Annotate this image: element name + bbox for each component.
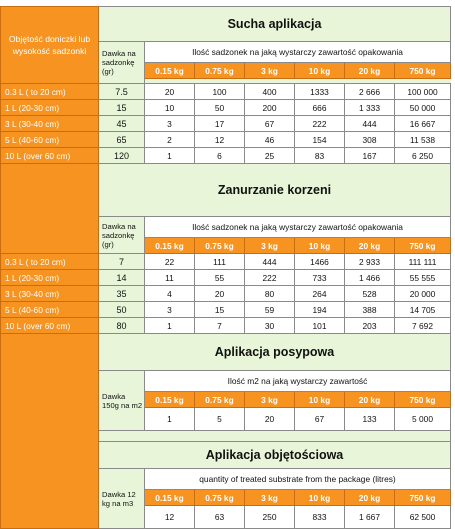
pot-label: 3 L (30-40 cm) [1, 116, 99, 132]
count-value: 11 [145, 270, 195, 286]
count-value: 46 [245, 132, 295, 148]
count-value: 444 [245, 254, 295, 270]
count-value: 67 [245, 116, 295, 132]
qty-header: 3 kg [245, 238, 295, 254]
qty-header: 0.75 kg [195, 392, 245, 408]
count-value: 154 [295, 132, 345, 148]
dose-label-sucha: Dawka na sadzonkę (gr) [99, 42, 145, 84]
table-row [1, 84, 451, 100]
count-value: 308 [345, 132, 395, 148]
qty-header: 0.15 kg [145, 63, 195, 79]
count-value: 222 [295, 116, 345, 132]
count-value: 3 [145, 302, 195, 318]
section-title-posypowa: Aplikacja posypowa [99, 334, 451, 371]
count-value: 59 [245, 302, 295, 318]
count-value: 2 [145, 132, 195, 148]
count-value: 6 [195, 148, 245, 164]
dose-value: 14 [99, 270, 145, 286]
qty-header: 10 kg [295, 490, 345, 506]
count-value: 2 666 [345, 84, 395, 100]
count-value: 15 [195, 302, 245, 318]
count-value: 194 [295, 302, 345, 318]
dose-value: 45 [99, 116, 145, 132]
area-value: 67 [295, 408, 345, 431]
qty-header: 750 kg [395, 238, 451, 254]
table-row [1, 132, 451, 148]
volume-value: 63 [195, 506, 245, 529]
count-value: 17 [195, 116, 245, 132]
qty-header: 10 kg [295, 392, 345, 408]
area-value: 1 [145, 408, 195, 431]
table-row [1, 116, 451, 132]
qty-header: 10 kg [295, 63, 345, 79]
dose-label-objetosciowa: Dawka 12 kg na m3 [99, 469, 145, 529]
area-value: 133 [345, 408, 395, 431]
count-value: 10 [145, 100, 195, 116]
area-value: 5 000 [395, 408, 451, 431]
dose-value: 7 [99, 254, 145, 270]
dose-value: 50 [99, 302, 145, 318]
info-header-objetosciowa: quantity of treated substrate from the package (litres) [145, 469, 451, 490]
table-row [1, 100, 451, 116]
dose-value: 65 [99, 132, 145, 148]
pot-label: 3 L (30-40 cm) [1, 286, 99, 302]
count-value: 7 692 [395, 318, 451, 334]
qty-header: 0.75 kg [195, 238, 245, 254]
count-value: 50 000 [395, 100, 451, 116]
info-header-sucha: Ilość sadzonek na jaką wystarczy zawartość opakowania [145, 42, 451, 63]
count-value: 25 [245, 148, 295, 164]
qty-header: 0.15 kg [145, 392, 195, 408]
area-value: 20 [245, 408, 295, 431]
section-title-objetosciowa: Aplikacja objętościowa [99, 442, 451, 469]
qty-header: 750 kg [395, 63, 451, 79]
qty-header: 0.15 kg [145, 238, 195, 254]
count-value: 20 [195, 286, 245, 302]
qty-header: 3 kg [245, 490, 295, 506]
dose-label-zanurzanie: Dawka na sadzonkę (gr) [99, 217, 145, 254]
side-spacer [1, 164, 99, 254]
qty-header: 20 kg [345, 238, 395, 254]
count-value: 111 [195, 254, 245, 270]
count-value: 2 933 [345, 254, 395, 270]
count-value: 20 000 [395, 286, 451, 302]
count-value: 16 667 [395, 116, 451, 132]
pot-size-header: Objętość doniczki lub wysokość sadzonki [1, 7, 99, 84]
pot-label: 0.3 L ( to 20 cm) [1, 84, 99, 100]
section-title-zanurzanie: Zanurzanie korzeni [99, 164, 451, 217]
count-value: 22 [145, 254, 195, 270]
section-title-sucha: Sucha aplikacja [99, 7, 451, 42]
count-value: 1 [145, 148, 195, 164]
qty-header: 20 kg [345, 392, 395, 408]
dose-value: 35 [99, 286, 145, 302]
table-row [1, 302, 451, 318]
count-value: 20 [145, 84, 195, 100]
count-value: 264 [295, 286, 345, 302]
count-value: 203 [345, 318, 395, 334]
count-value: 666 [295, 100, 345, 116]
table-row [1, 254, 451, 270]
volume-value: 12 [145, 506, 195, 529]
count-value: 528 [345, 286, 395, 302]
spacer [99, 431, 451, 442]
count-value: 200 [245, 100, 295, 116]
qty-header: 3 kg [245, 63, 295, 79]
count-value: 1333 [295, 84, 345, 100]
count-value: 101 [295, 318, 345, 334]
count-value: 1 333 [345, 100, 395, 116]
info-header-posypowa: Ilość m2 na jaką wystarczy zawartość [145, 371, 451, 392]
table-row [1, 318, 451, 334]
count-value: 12 [195, 132, 245, 148]
count-value: 3 [145, 116, 195, 132]
pot-label: 1 L (20-30 cm) [1, 270, 99, 286]
count-value: 444 [345, 116, 395, 132]
volume-value: 250 [245, 506, 295, 529]
volume-value: 62 500 [395, 506, 451, 529]
count-value: 55 555 [395, 270, 451, 286]
count-value: 167 [345, 148, 395, 164]
dose-value: 120 [99, 148, 145, 164]
count-value: 733 [295, 270, 345, 286]
table-row [1, 148, 451, 164]
dose-value: 80 [99, 318, 145, 334]
count-value: 50 [195, 100, 245, 116]
table-row [1, 270, 451, 286]
pot-label: 0.3 L ( to 20 cm) [1, 254, 99, 270]
qty-header: 0.75 kg [195, 490, 245, 506]
qty-header: 0.75 kg [195, 63, 245, 79]
dose-label-posypowa: Dawka 150g na m2 [99, 371, 145, 431]
pot-label: 5 L (40-60 cm) [1, 132, 99, 148]
count-value: 222 [245, 270, 295, 286]
count-value: 100 [195, 84, 245, 100]
count-value: 55 [195, 270, 245, 286]
count-value: 7 [195, 318, 245, 334]
qty-header: 20 kg [345, 490, 395, 506]
count-value: 30 [245, 318, 295, 334]
count-value: 400 [245, 84, 295, 100]
qty-header: 3 kg [245, 392, 295, 408]
count-value: 80 [245, 286, 295, 302]
qty-header: 750 kg [395, 490, 451, 506]
qty-header: 0.15 kg [145, 490, 195, 506]
volume-value: 833 [295, 506, 345, 529]
count-value: 1466 [295, 254, 345, 270]
count-value: 6 250 [395, 148, 451, 164]
pot-label: 1 L (20-30 cm) [1, 100, 99, 116]
count-value: 111 111 [395, 254, 451, 270]
dose-value: 7.5 [99, 84, 145, 100]
qty-header: 20 kg [345, 63, 395, 79]
dosage-sheet [0, 6, 451, 529]
count-value: 14 705 [395, 302, 451, 318]
count-value: 100 000 [395, 84, 451, 100]
volume-value: 1 667 [345, 506, 395, 529]
table-row [1, 286, 451, 302]
side-spacer [1, 334, 99, 529]
count-value: 83 [295, 148, 345, 164]
count-value: 388 [345, 302, 395, 318]
pot-label: 10 L (over 60 cm) [1, 318, 99, 334]
pot-label: 5 L (40-60 cm) [1, 302, 99, 318]
count-value: 1 466 [345, 270, 395, 286]
count-value: 4 [145, 286, 195, 302]
qty-header: 750 kg [395, 392, 451, 408]
dose-value: 15 [99, 100, 145, 116]
count-value: 11 538 [395, 132, 451, 148]
qty-header: 10 kg [295, 238, 345, 254]
pot-label: 10 L (over 60 cm) [1, 148, 99, 164]
count-value: 1 [145, 318, 195, 334]
info-header-zanurzanie: Ilość sadzonek na jaką wystarczy zawartość opakowania [145, 217, 451, 238]
dosage-table [0, 6, 451, 529]
area-value: 5 [195, 408, 245, 431]
